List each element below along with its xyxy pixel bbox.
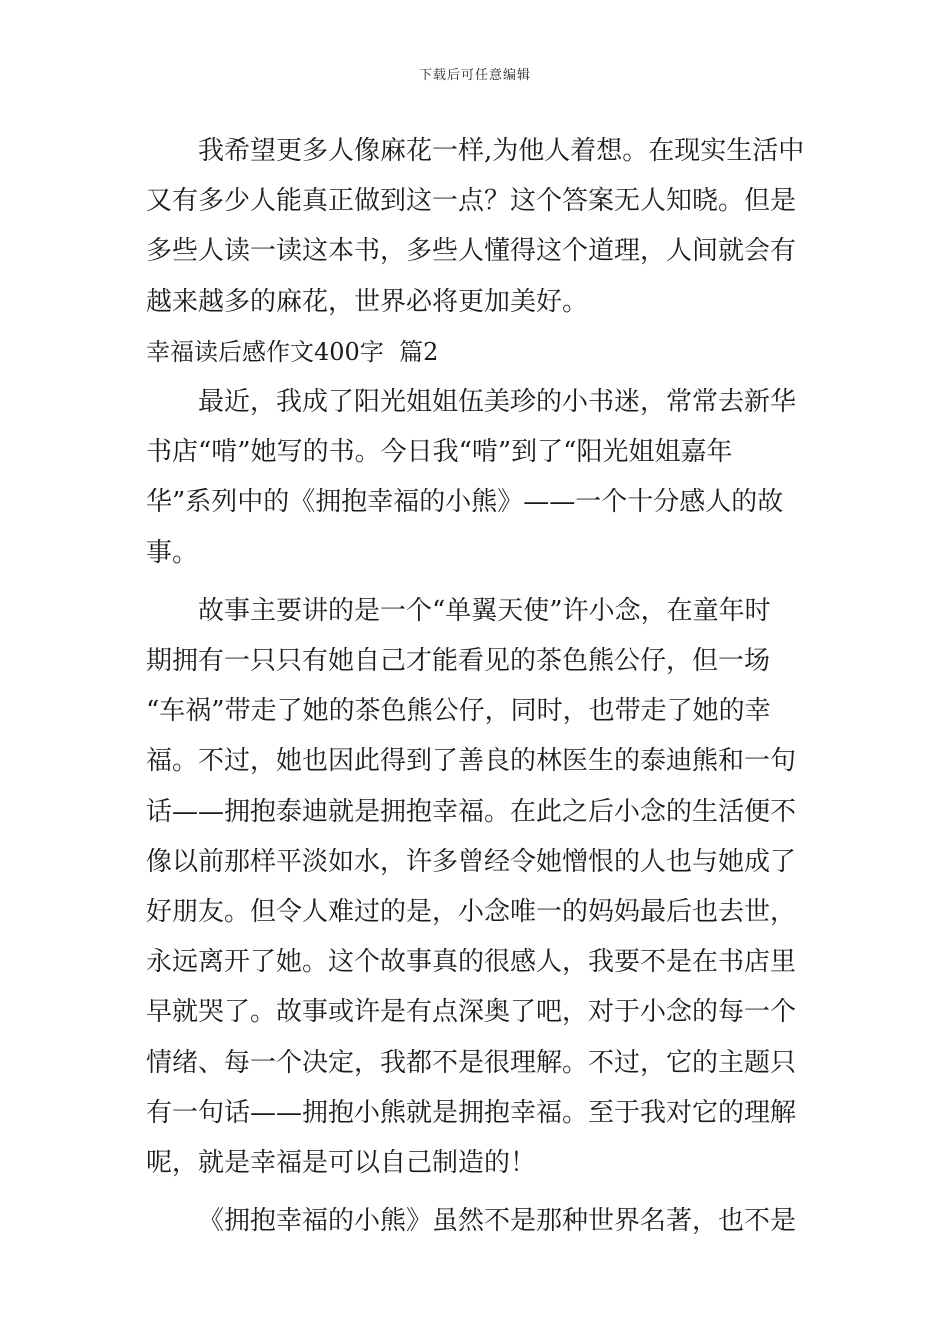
- paragraph-line: 故事主要讲的是一个“单翼天使”许小念，在童年时: [198, 595, 771, 626]
- document-body: [146, 126, 808, 1246]
- header-note: 下载后可任意编辑: [418, 68, 531, 83]
- paragraph-line: 我希望更多人像麻花一样,为他人着想。在现实生活中: [198, 136, 805, 166]
- paragraph-line: 永远离开了她。这个故事真的很感人，我要不是在书店里: [146, 947, 797, 978]
- paragraph-line: 最近，我成了阳光姐姐伍美珍的小书迷，常常去新华: [198, 387, 797, 418]
- paragraph-3: [146, 586, 808, 1188]
- paragraph-line: 越来越多的麻花，世界必将更加美好。: [146, 286, 589, 317]
- paragraph-line: “车祸”带走了她的茶色熊公仔，同时，也带走了她的幸: [146, 696, 771, 727]
- paragraph-line: 华”系列中的《拥抱幸福的小熊》——一个十分感人的故: [146, 487, 784, 518]
- paragraph-4: [146, 1196, 808, 1246]
- paragraph-line: 情绪、每一个决定，我都不是很理解。不过，它的主题只: [146, 1047, 797, 1078]
- paragraph-line: 话——拥抱泰迪就是拥抱幸福。在此之后小念的生活便不: [146, 796, 797, 827]
- paragraph-2: [146, 377, 808, 578]
- paragraph-line: 好朋友。但令人难过的是，小念唯一的妈妈最后也去世，: [146, 897, 797, 928]
- paragraph-line: 像以前那样平淡如水，许多曾经令她憎恨的人也与她成了: [146, 846, 797, 877]
- paragraph-line: 事。: [146, 537, 199, 568]
- paragraph-line: 书店“啃”她写的书。今日我“啃”到了“阳光姐姐嘉年: [146, 437, 733, 468]
- paragraph-line: 有一句话——拥抱小熊就是拥抱幸福。至于我对它的理解: [146, 1097, 797, 1128]
- paragraph-line: 福。不过，她也因此得到了善良的林医生的泰迪熊和一句: [146, 746, 797, 777]
- paragraph-line: 多些人读一读这本书，多些人懂得这个道理，人间就会有: [146, 236, 797, 267]
- section-heading: 幸福读后感作文400字 篇2: [146, 337, 439, 366]
- paragraph-line: 《拥抱幸福的小熊》虽然不是那种世界名著，也不是: [198, 1206, 797, 1237]
- paragraph-line: 期拥有一只只有她自己才能看见的茶色熊公仔，但一场: [146, 646, 771, 677]
- paragraph-line: 早就哭了。故事或许是有点深奥了吧，对于小念的每一个: [146, 997, 797, 1028]
- paragraph-line: 呢，就是幸福是可以自己制造的！: [146, 1148, 537, 1179]
- paragraph-1: [146, 126, 808, 327]
- paragraph-line: 又有多少人能真正做到这一点？这个答案无人知晓。但是: [146, 186, 797, 217]
